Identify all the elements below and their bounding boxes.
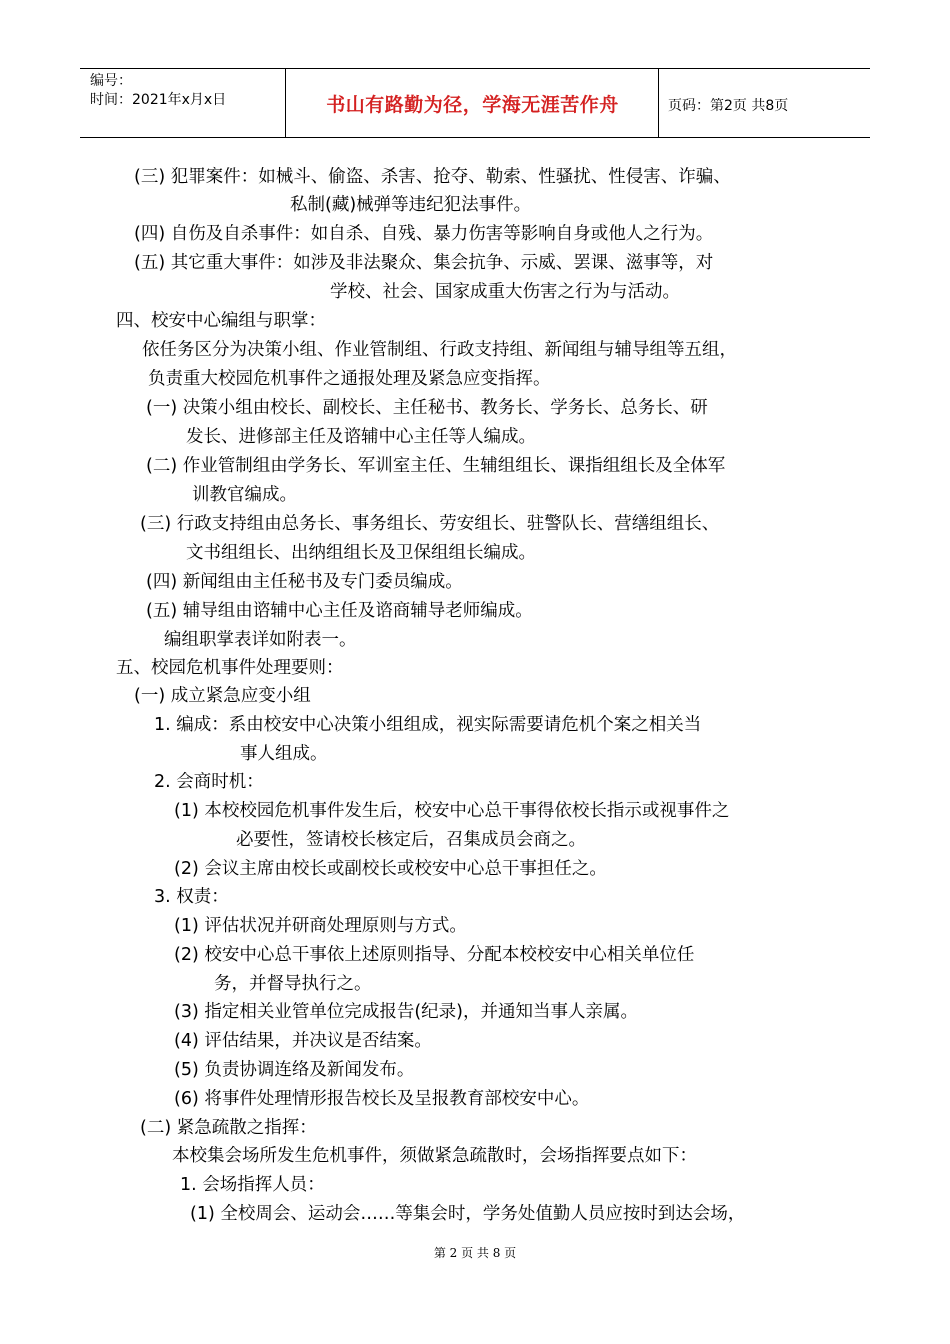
document-number-label: 编号：	[90, 73, 132, 89]
page-footer: 第 2 页 共 8 页	[433, 1246, 517, 1260]
body-line: 发长、进修部主任及谘辅中心主任等人编成。	[186, 427, 536, 447]
body-line: 本校集会场所发生危机事件，须做紧急疏散时，会场指挥要点如下：	[172, 1146, 697, 1166]
section-heading: 五、校园危机事件处理要则：	[116, 658, 344, 678]
body-line: (5) 负责协调连络及新闻发布。	[174, 1060, 415, 1080]
body-line: (三) 犯罪案件：如械斗、偷盗、杀害、抢夺、勒索、性骚扰、性侵害、诈骗、	[134, 167, 731, 187]
body-line: 负责重大校园危机事件之通报处理及紧急应变指挥。	[148, 369, 551, 389]
body-line: (五) 辅导组由谘辅中心主任及谘商辅导老师编成。	[146, 601, 533, 621]
body-line: (四) 自伤及自杀事件：如自杀、自残、暴力伤害等影响自身或他人之行为。	[134, 224, 714, 244]
body-line: 1. 编成：系由校安中心决策小组组成，视实际需要请危机个案之相关当	[154, 715, 702, 735]
body-line: (五) 其它重大事件：如涉及非法聚众、集会抗争、示威、罢课、滋事等，对	[134, 253, 714, 273]
body-line: (1) 评估状况并研商处理原则与方式。	[174, 916, 467, 936]
body-line: (1) 本校校园危机事件发生后，校安中心总干事得依校长指示或视事件之	[174, 801, 730, 821]
body-line: (2) 会议主席由校长或副校长或校安中心总干事担任之。	[174, 859, 607, 879]
body-line: (3) 指定相关业管单位完成报告(纪录)，并通知当事人亲属。	[174, 1002, 639, 1022]
body-line: 私制(藏)械弹等违纪犯法事件。	[290, 195, 532, 215]
body-line: 学校、社会、国家成重大伤害之行为与活动。	[330, 282, 680, 302]
body-line: (4) 评估结果，并决议是否结案。	[174, 1031, 432, 1051]
document-date: 时间：2021年x月x日	[90, 92, 227, 108]
body-line: 务，并督导执行之。	[214, 974, 372, 994]
body-line: (四) 新闻组由主任秘书及专门委员编成。	[146, 572, 463, 592]
section-heading: 四、校安中心编组与职掌：	[116, 311, 326, 331]
body-line: (二) 作业管制组由学务长、军训室主任、生辅组组长、课指组组长及全体军	[146, 456, 726, 476]
body-line: (二) 紧急疏散之指挥：	[140, 1118, 317, 1138]
body-line: (2) 校安中心总干事依上述原则指导、分配本校校安中心相关单位任	[174, 945, 695, 965]
header-motto: 书山有路勤为径，学海无涯苦作舟	[326, 93, 619, 116]
body-line: 文书组组长、出纳组组长及卫保组组长编成。	[186, 543, 536, 563]
body-line: (三) 行政支持组由总务长、事务组长、劳安组长、驻警队长、营缮组组长、	[140, 514, 720, 534]
body-line: 3. 权责：	[154, 887, 229, 907]
body-line: (一) 决策小组由校长、副校长、主任秘书、教务长、学务长、总务长、研	[146, 398, 708, 418]
body-line: (一) 成立紧急应变小组	[134, 686, 311, 706]
body-line: (1) 全校周会、运动会……等集会时，学务处值勤人员应按时到达会场，	[190, 1204, 746, 1224]
body-line: 事人组成。	[240, 744, 328, 764]
body-line: 2. 会商时机：	[154, 772, 264, 792]
body-line: 1. 会场指挥人员：	[180, 1175, 325, 1195]
header-left-cell	[90, 72, 226, 110]
body-line: 必要性，签请校长核定后，召集成员会商之。	[236, 830, 586, 850]
header-page-code: 页码：第2页 共8页	[668, 98, 789, 114]
body-line: 依任务区分为决策小组、作业管制组、行政支持组、新闻组与辅导组等五组，	[142, 340, 737, 360]
header-divider	[658, 69, 659, 137]
body-line: 编组职掌表详如附表一。	[164, 630, 357, 650]
body-line: (6) 将事件处理情形报告校长及呈报教育部校安中心。	[174, 1089, 590, 1109]
page-header	[80, 68, 870, 138]
body-line: 训教官编成。	[192, 485, 297, 505]
